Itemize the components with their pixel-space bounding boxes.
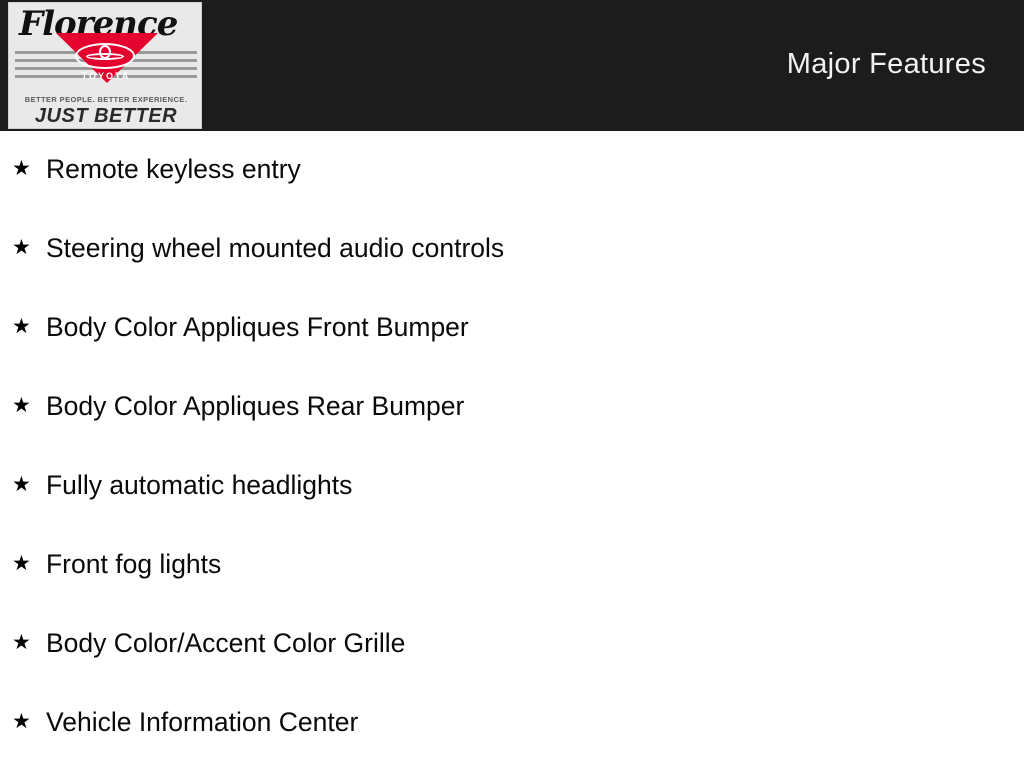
list-item [0,150,1024,229]
star-icon: ★ [12,394,31,417]
star-icon: ★ [12,236,31,259]
dealer-name-script: Florence [19,4,178,44]
star-icon: ★ [12,552,31,575]
star-icon: ★ [12,710,31,733]
list-item [0,466,1024,545]
feature-label: Body Color/Accent Color Grille [46,628,406,658]
logo-tagline-small: BETTER PEOPLE. BETTER EXPERIENCE. [24,95,188,104]
list-item [0,545,1024,624]
features-list [0,131,1024,768]
toyota-wordmark: TOYOTA [81,71,131,81]
toyota-emblem-icon [75,43,137,71]
slide-header [0,0,1024,131]
logo-tagline-large: JUST BETTER [34,105,178,127]
star-icon: ★ [12,315,31,338]
list-item [0,229,1024,308]
page-title: Major Features [786,48,986,80]
star-icon: ★ [12,631,31,654]
feature-label: Fully automatic headlights [46,470,353,500]
feature-label: Remote keyless entry [46,154,301,184]
feature-label: Vehicle Information Center [46,707,359,737]
list-item [0,703,1024,768]
star-icon: ★ [12,157,31,180]
feature-label: Body Color Appliques Front Bumper [46,312,469,342]
feature-label: Body Color Appliques Rear Bumper [46,391,465,421]
feature-label: Steering wheel mounted audio controls [46,233,505,263]
feature-label: Front fog lights [46,549,222,579]
list-item [0,624,1024,703]
list-item [0,308,1024,387]
dealer-logo [8,2,202,129]
list-item [0,387,1024,466]
star-icon: ★ [12,473,31,496]
